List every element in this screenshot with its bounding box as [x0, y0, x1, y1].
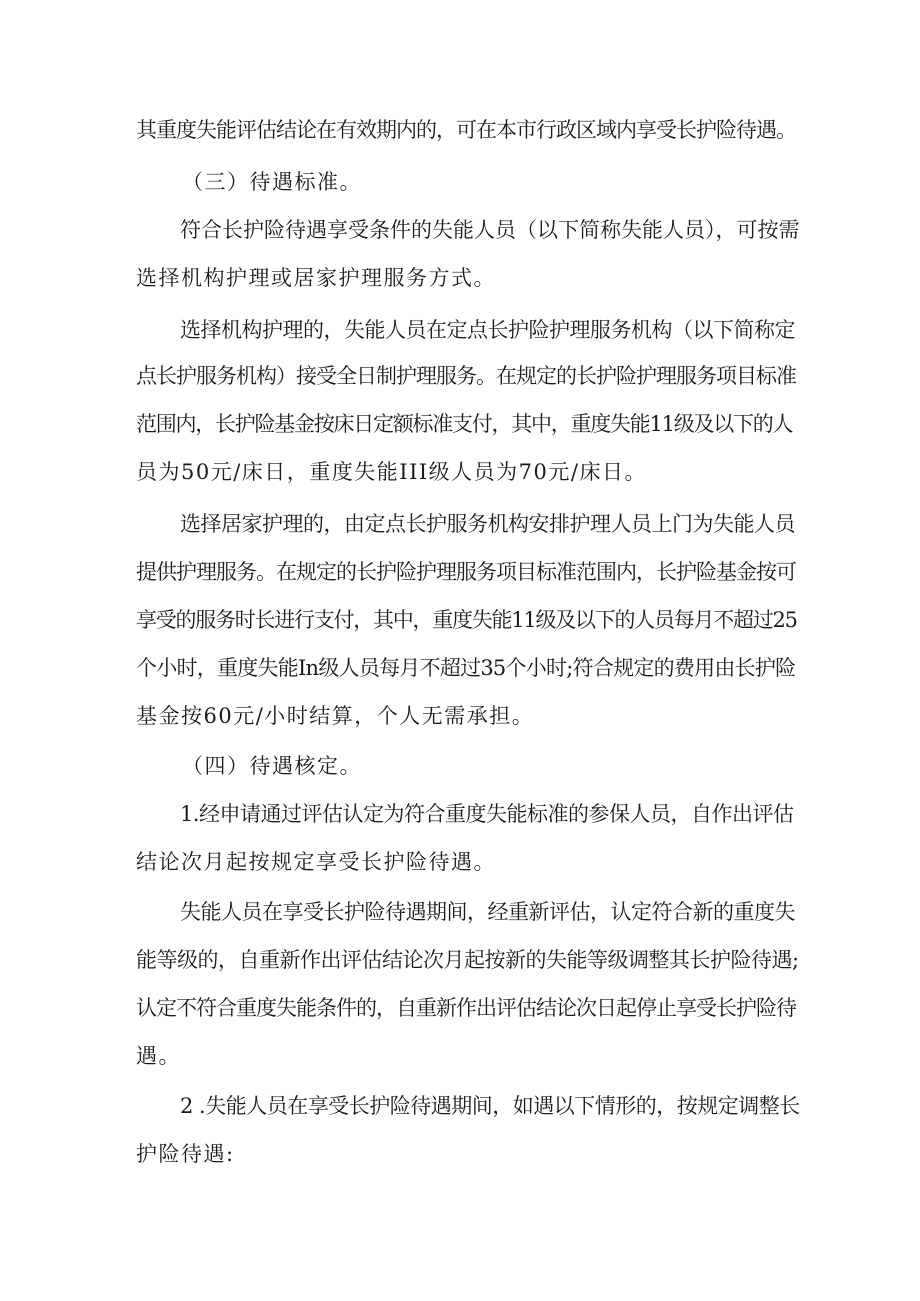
text-line: 认定不符合重度失能条件的，自重新作出评估结论次日起停止享受长护险待 [136, 996, 796, 1020]
text-line: 2 .失能人员在享受长护险待遇期间，如遇以下情形的，按规定调整长 [180, 1094, 800, 1118]
text-line: 失能人员在享受长护险待遇期间，经重新评估，认定符合新的重度失 [180, 900, 795, 924]
text-line: 选择机构护理或居家护理服务方式。 [136, 266, 496, 290]
text-line: 能等级的，自重新作出评估结论次月起按新的失能等级调整其长护险待遇; [136, 948, 799, 972]
section-heading-4: （四）待遇核定。 [182, 754, 362, 778]
text-line: 遇。 [136, 1044, 181, 1068]
text-line: 员为50元/床日，重度失能III级人员为70元/床日。 [136, 460, 647, 484]
text-line: 1.经申请通过评估认定为符合重度失能标准的参保人员，自作出评估 [180, 802, 794, 826]
text-line: 选择机构护理的，失能人员在定点长护险护理服务机构（以下简称定 [180, 318, 795, 342]
text-line: 提供护理服务。在规定的长护险护理服务项目标准范围内，长护险基金按可 [136, 560, 796, 584]
text-line: 结论次月起按规定享受长护险待遇。 [136, 850, 496, 874]
text-line: 享受的服务时长进行支付，其中，重度失能11级及以下的人员每月不超过25 [136, 608, 797, 632]
text-line: 其重度失能评估结论在有效期内的，可在本市行政区域内享受长护险待遇。 [136, 118, 796, 142]
text-line: 符合长护险待遇享受条件的失能人员（以下简称失能人员），可按需 [180, 218, 800, 242]
text-line: 个小时，重度失能In级人员每月不超过35个小时;符合规定的费用由长护险 [136, 656, 796, 680]
text-line: 护险待遇: [136, 1142, 235, 1166]
section-heading-3: （三）待遇标准。 [182, 170, 362, 194]
text-line: 点长护服务机构）接受全日制护理服务。在规定的长护险护理服务项目标准 [136, 364, 796, 388]
text-line: 选择居家护理的，由定点长护服务机构安排护理人员上门为失能人员 [180, 512, 795, 536]
text-line: 基金按60元/小时结算，个人无需承担。 [136, 704, 535, 728]
text-line: 范围内，长护险基金按床日定额标准支付，其中，重度失能11级及以下的人 [136, 412, 793, 436]
